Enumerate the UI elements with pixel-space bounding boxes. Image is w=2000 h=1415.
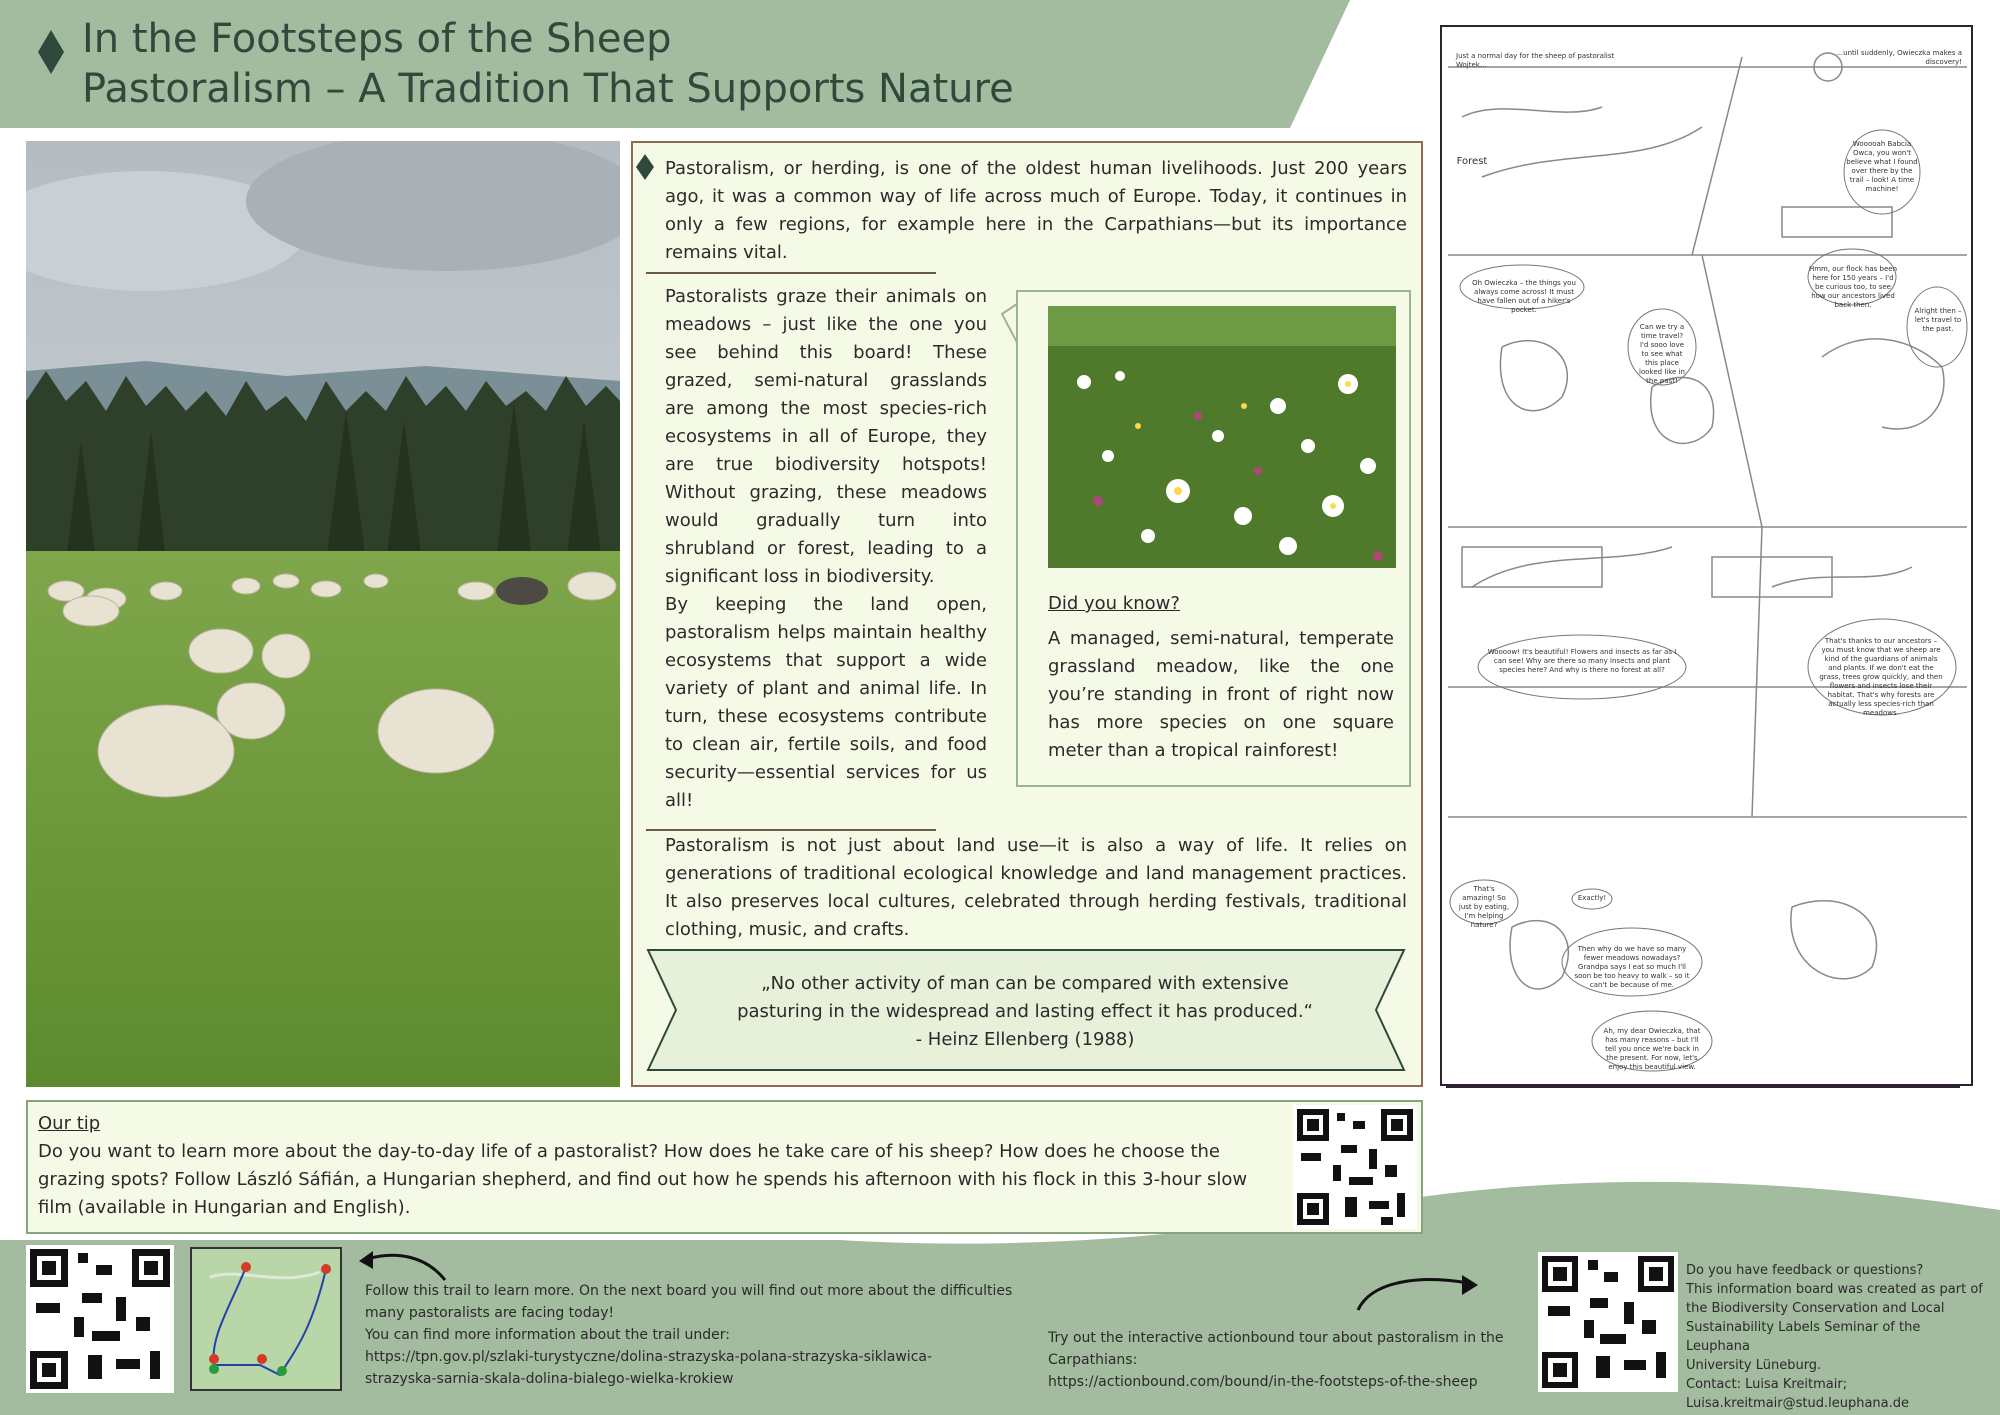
diamond-icon [38,30,64,74]
actionbound-line: Carpathians: [1048,1352,1138,1368]
actionbound-url[interactable]: https://actionbound.com/bound/in-the-footsteps-of-the-sheep [1048,1374,1478,1390]
comic-bubble-6: Can we try a time travel? I'd sooo love to see what this place looked like in the past! [1639,323,1685,385]
page-title [82,14,1014,114]
tip-text: Do you want to learn more about the day-to-day life of a pastoralist? How does he take care of his sheep? How does he choose the grazing spots? Follow László Sáfián, a Hungarian shepherd, and find out how he spends his afternoon with his flock in this 3-hour slow film (available in Hungarian and English). [38,1141,1248,1218]
trail-info-line: many pastoralists are facing today! [365,1305,615,1321]
feedback-line: Sustainability Labels Seminar of the Leuphana [1686,1320,1921,1354]
comic-strip [1440,25,1973,1086]
comic-forest-label: Forest [1456,156,1488,167]
feedback-line: Contact: Luisa Kreitmair; [1686,1377,1848,1392]
comic-caption-1: Just a normal day for the sheep of pastoralist Wojtek... [1456,52,1615,69]
comic-bubble-14: Ah, my dear Owieczka, that has many reasons – but I'll tell you once we're back in the present. For now, let's enjoy this beautiful view. [1603,1027,1701,1071]
grazing-paragraph [665,283,987,815]
comic-bubble-13: Then why do we have so many fewer meadows nowadays? Grandpa says I eat so much I'll soon be too heavy to walk – so it can't be because of me. [1574,945,1690,989]
trail-url-line[interactable]: strazyska-sarnia-skala-dolina-bialego-wielka-krokiew [365,1371,734,1387]
comic-bubble-10: That's thanks to our ancestors – you must know that we sheep are kind of the guardians of animals and plants. If we don't eat the grass, trees grow quickly, and then flowers and insects lose their habitat. That's why forests are actually less species-rich than meadows. [1819,637,1943,717]
quote [700,970,1350,1054]
trail-url-line[interactable]: https://tpn.gov.pl/szlaki-turystyczne/dolina-strazyska-polana-strazyska-siklawica- [365,1349,933,1365]
qr-code-actionbound[interactable] [1538,1252,1678,1392]
meadow-photo [1048,306,1396,568]
comic-bubble-12: Exactly! [1577,894,1607,902]
actionbound-line: Try out the interactive actionbound tour about pastoralism in the [1048,1330,1504,1346]
arrow-right-icon [1352,1265,1482,1315]
contact-email[interactable]: Luisa.kreitmair@stud.leuphana.de [1686,1396,1910,1411]
actionbound-info [1048,1327,1528,1393]
feedback-line: University Lüneburg. [1686,1358,1822,1373]
quote-author: - Heinz Ellenberg (1988) [915,1029,1135,1050]
trail-map[interactable] [190,1247,342,1391]
divider [646,272,936,274]
comic-bubble-8: Alright then – let's travel to the past. [1914,307,1962,333]
qr-code-trail[interactable] [26,1245,174,1393]
trail-info-line: Follow this trail to learn more. On the next board you will find out more about the difficulties [365,1283,1013,1299]
quote-line-2: pasturing in the widespread and lasting effect it has produced.“ [737,1001,1313,1022]
comic-bubble-5: Oh Owieczka – the things you always come across! It must have fallen out of a hiker's pocket. [1472,279,1576,314]
qr-code-film[interactable] [1293,1105,1417,1229]
divider [646,829,936,831]
intro-paragraph: Pastoralism, or herding, is one of the oldest human livelihoods. Just 200 years ago, it was a common way of life across much of Europe. Today, it continues in only a few regions, for example here in the Carpathians—but its importance remains vital. [665,158,1407,263]
tip-title: Our tip [38,1113,101,1134]
feedback-line: the Biodiversity Conservation and Local [1686,1301,1945,1316]
way-of-life-paragraph: Pastoralism is not just about land use—it is also a way of life. It relies on generations of traditional ecological knowledge and land management practices. It also preserves local cultures, celebrated through herding festivals, traditional clothing, music, and crafts. [665,835,1407,940]
trail-info-line: You can find more information about the trail under: [365,1327,730,1343]
feedback-info [1686,1261,1986,1413]
diamond-icon [636,154,654,180]
comic-caption-2: ...until suddenly, Owieczka makes a discovery! [1836,49,1962,66]
comic-bubble-3: Wooooah Babcia Owca, you won't believe what I found over there by the trail – look! A time machine! [1846,140,1918,193]
grazing-text-a: Pastoralists graze their animals on meadows – just like the one you see behind this board! These grazed, semi-natural grasslands are among the most species-rich ecosystems in all of Europe, they are true biodiversity hotspots! Without grazing, these meadows would gradually turn into shrubland or forest, leading to a significant loss in biodiversity. [665,286,987,587]
did-you-know-text: A managed, semi-natural, temperate grassland meadow, like the one you’re standing in front of right now has more species on one square meter than a tropical rainforest! [1048,628,1394,761]
quote-line-1: „No other activity of man can be compared with extensive [761,973,1289,994]
trail-info [365,1280,1065,1390]
comic-bubble-11: That's amazing! So just by eating, I'm helping nature? [1458,885,1510,929]
arrow-left-icon [355,1245,450,1285]
comic-bubble-7: Hmm, our flock has been here for 150 years – I'd be curious too, to see how our ancestors lived back then. [1808,265,1898,309]
sheep-photo [26,141,620,1087]
grazing-text-b: By keeping the land open, pastoralism helps maintain healthy ecosystems that support a wide variety of plant and animal life. In turn, these ecosystems contribute to clean air, fertile soils, and food security—essential services for us all! [665,594,987,811]
title-line-2: Pastoralism – A Tradition That Supports Nature [82,66,1014,112]
comic-bubble-9: Woooow! It's beautiful! Flowers and insects as far as I can see! Why are there so many insects and plant species here? And why is there no forest at all? [1487,648,1677,674]
feedback-line: This information board was created as part of [1686,1282,1983,1297]
title-line-1: In the Footsteps of the Sheep [82,16,672,62]
feedback-line: Do you have feedback or questions? [1686,1263,1924,1278]
did-you-know-title: Did you know? [1048,593,1180,614]
